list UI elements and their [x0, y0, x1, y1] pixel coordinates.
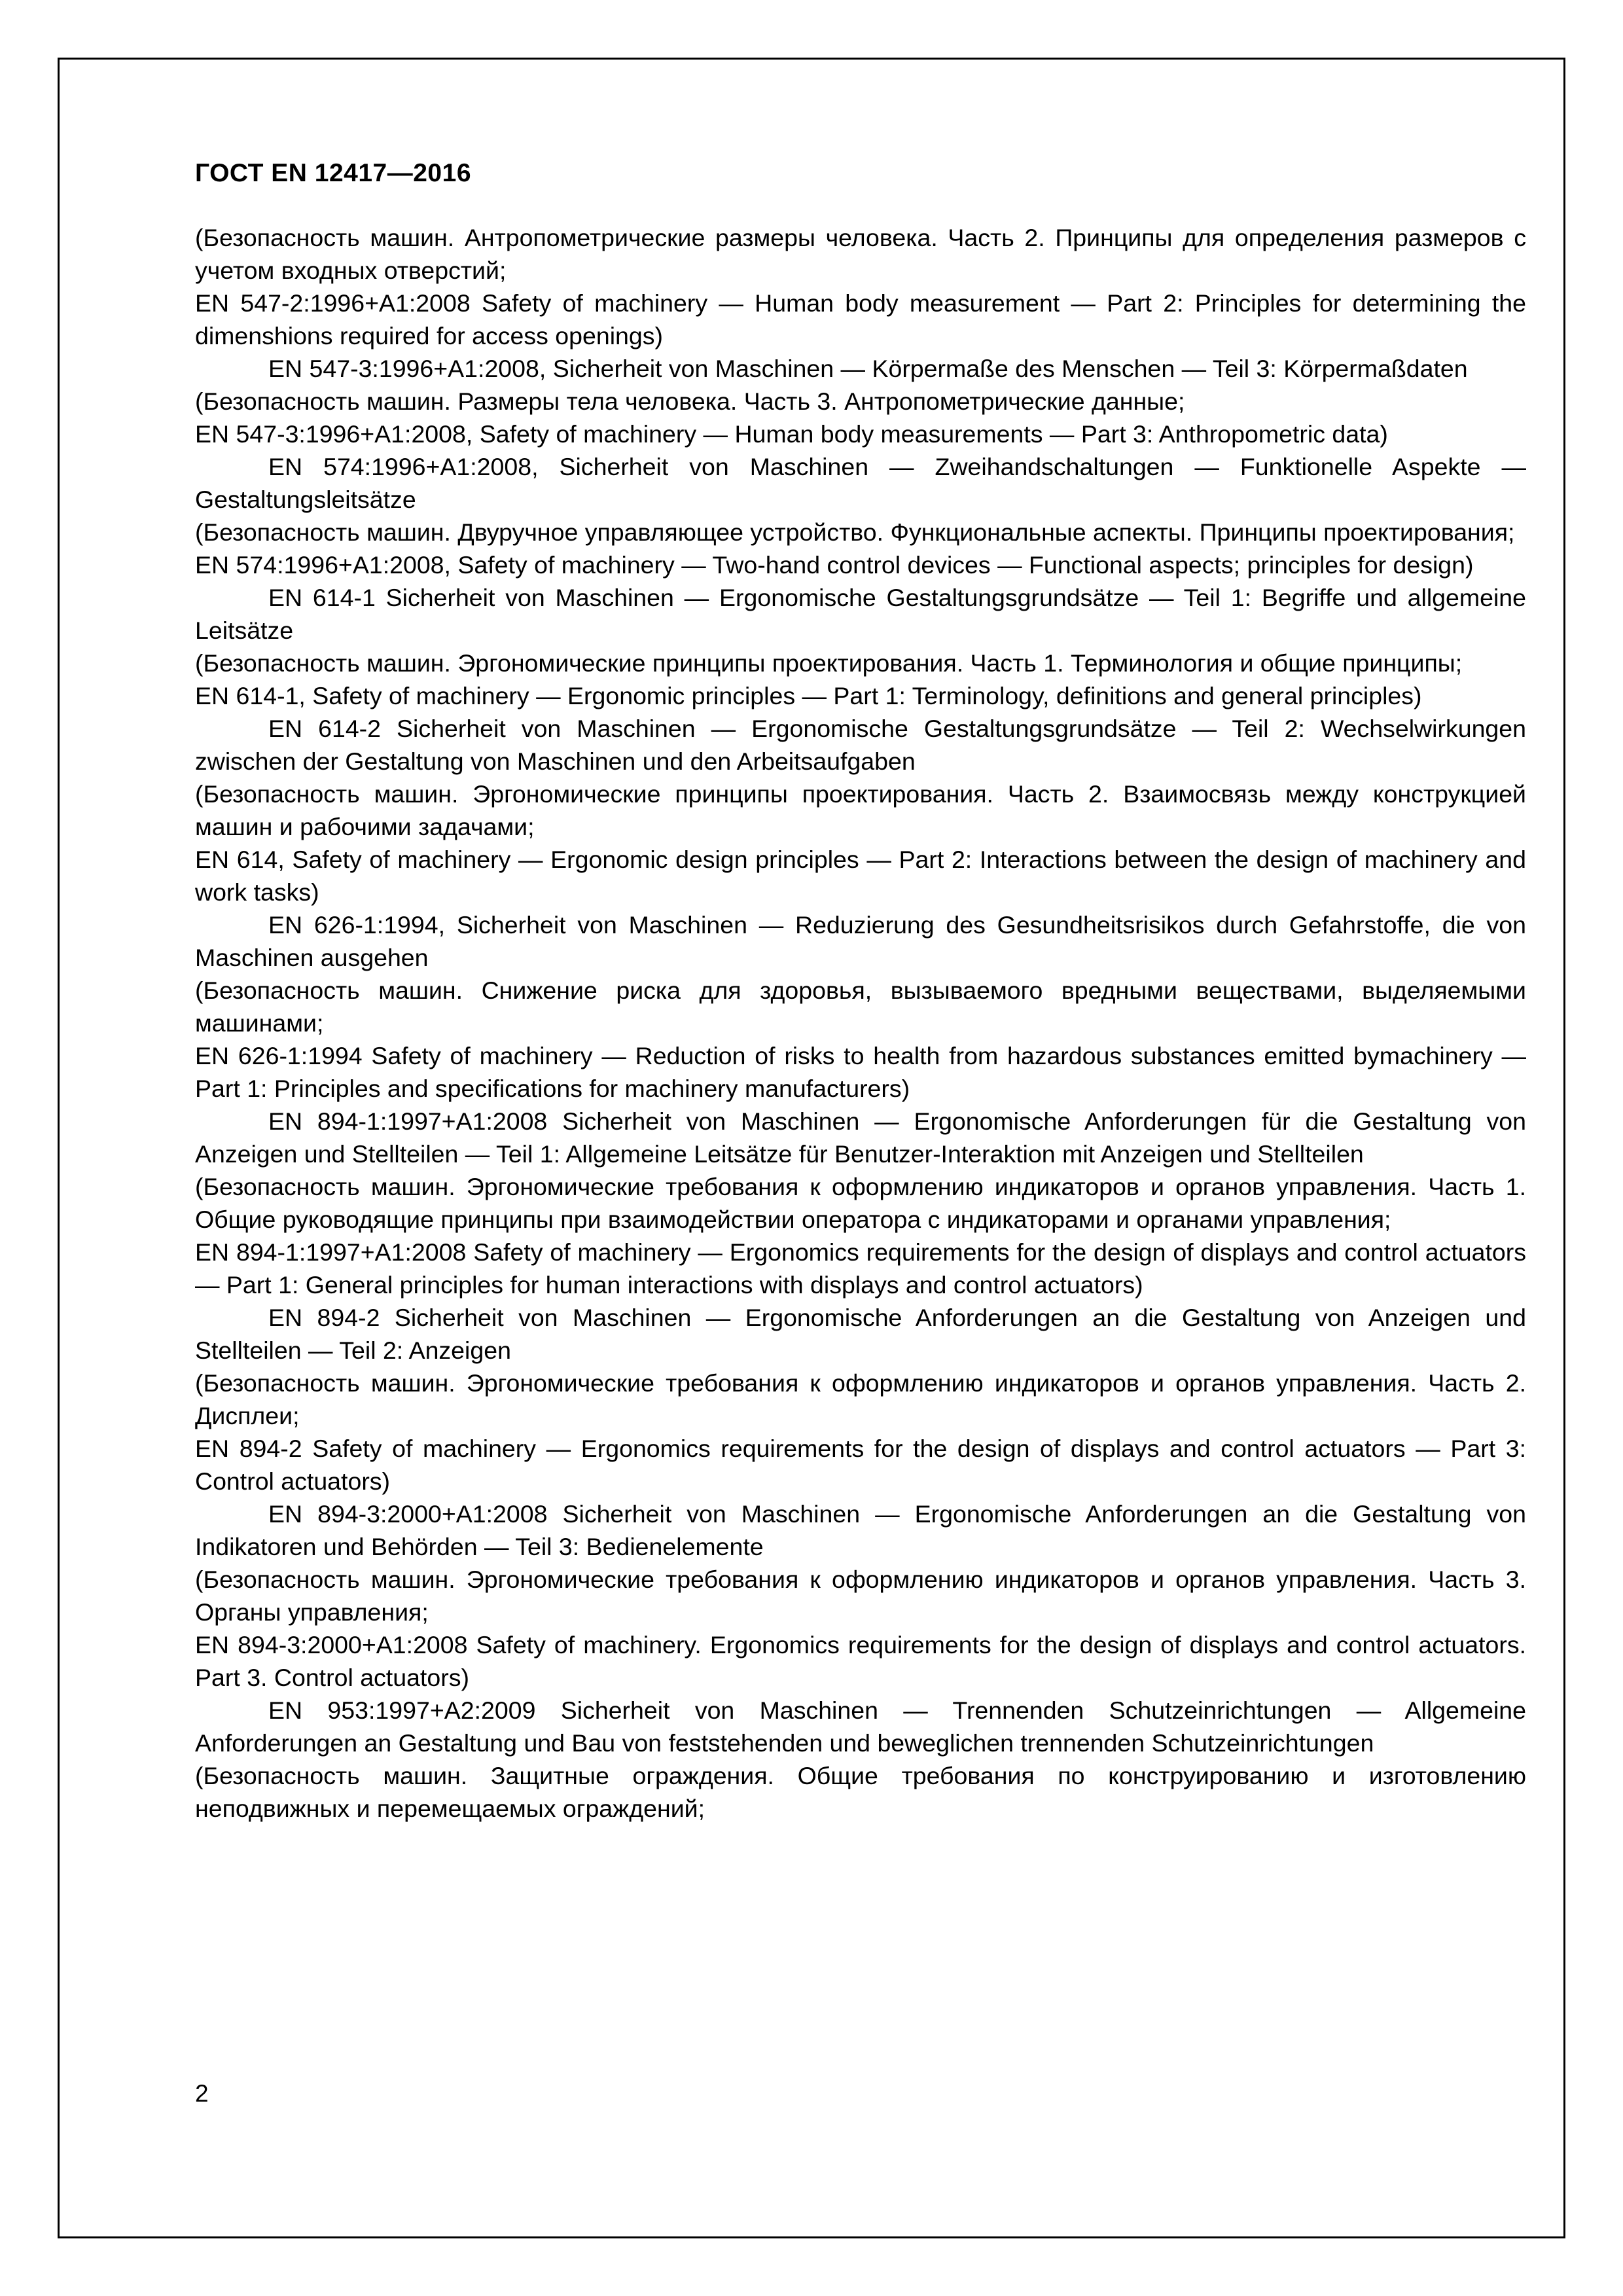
paragraph: EN 894-3:2000+A1:2008 Sicherheit von Maschinen — Ergonomische Anforderungen an die Gestaltung von Indikatoren und Behörden — Teil 3: Bedienelemente	[195, 1500, 1526, 1560]
paragraph: EN 574:1996+A1:2008, Sicherheit von Maschinen — Zweihandschaltungen — Funktionelle Aspekte — Gestaltungsleitsätze	[195, 453, 1526, 513]
paragraph: EN 894-2 Safety of machinery — Ergonomics requirements for the design of displays and control actuators — Part 3: Control actuators)	[195, 1435, 1526, 1495]
paragraph: (Безопасность машин. Эргономические принципы проектирования. Часть 1. Терминология и общие принципы;	[195, 649, 1463, 677]
paragraph: EN 614-2 Sicherheit von Maschinen — Ergonomische Gestaltungsgrundsätze — Teil 2: Wechselwirkungen zwischen der Gestaltung von Maschinen und den Arbeitsaufgaben	[195, 715, 1526, 775]
paragraph: EN 574:1996+A1:2008, Safety of machinery — Two-hand control devices — Functional aspects; principles for design)	[195, 551, 1474, 579]
paragraph: EN 626-1:1994 Safety of machinery — Reduction of risks to health from hazardous substances emitted bymachinery — Part 1: Principles and specifications for machinery manufacturers)	[195, 1042, 1526, 1102]
paragraph: (Безопасность машин. Эргономические требования к оформлению индикаторов и органов управления. Часть 2. Дисплеи;	[195, 1369, 1526, 1429]
paragraph: (Безопасность машин. Эргономические принципы проектирования. Часть 2. Взаимосвязь между конструкцией машин и рабочими задачами;	[195, 780, 1526, 840]
paragraph: (Безопасность машин. Двуручное управляющее устройство. Функциональные аспекты. Принципы проектирования;	[195, 518, 1515, 546]
paragraph: EN 547-3:1996+A1:2008, Sicherheit von Maschinen — Körpermaße des Menschen — Teil 3: Körpermaßdaten	[268, 355, 1468, 382]
paragraph: EN 626-1:1994, Sicherheit von Maschinen — Reduzierung des Gesundheitsrisikos durch Gefahrstoffe, die von Maschinen ausgehen	[195, 911, 1526, 971]
paragraph: EN 547-3:1996+A1:2008, Safety of machinery — Human body measurements — Part 3: Anthropometric data)	[195, 420, 1388, 448]
paragraph: EN 894-3:2000+A1:2008 Safety of machinery. Ergonomics requirements for the design of displays and control actuators. Part 3. Control actuators)	[195, 1631, 1526, 1691]
paragraph: EN 894-1:1997+A1:2008 Safety of machinery — Ergonomics requirements for the design of displays and control actuators — Part 1: General principles for human interactions with displays and control actuators)	[195, 1238, 1526, 1299]
paragraph: (Безопасность машин. Антропометрические размеры человека. Часть 2. Принципы для определения размеров с учетом входных отверстий;	[195, 224, 1526, 284]
paragraph: (Безопасность машин. Эргономические требования к оформлению индикаторов и органов управления. Часть 3. Органы управления;	[195, 1566, 1526, 1626]
page-number: 2	[195, 2080, 209, 2107]
document-body	[195, 221, 1526, 1825]
paragraph: EN 547-2:1996+A1:2008 Safety of machinery — Human body measurement — Part 2: Principles for determining the dimenshions required for access openings)	[195, 289, 1526, 350]
paragraph: EN 614, Safety of machinery — Ergonomic design principles — Part 2: Interactions between the design of machinery and work tasks)	[195, 846, 1526, 906]
paragraph: (Безопасность машин. Эргономические требования к оформлению индикаторов и органов управления. Часть 1. Общие руководящие принципы при взаимодействии оператора с индикаторами и органами управления;	[195, 1173, 1526, 1233]
paragraph: (Безопасность машин. Снижение риска для здоровья, вызываемого вредными веществами, выделяемыми машинами;	[195, 977, 1526, 1037]
paragraph: EN 894-2 Sicherheit von Maschinen — Ergonomische Anforderungen an die Gestaltung von Anzeigen und Stellteilen — Teil 2: Anzeigen	[195, 1304, 1526, 1364]
paragraph: EN 894-1:1997+A1:2008 Sicherheit von Maschinen — Ergonomische Anforderungen für die Gestaltung von Anzeigen und Stellteilen — Teil 1: Allgemeine Leitsätze für Benutzer-Interaktion mit Anzeigen und Stellteilen	[195, 1107, 1526, 1168]
document-header: ГОСТ EN 12417—2016	[195, 159, 472, 187]
paragraph: EN 614-1 Sicherheit von Maschinen — Ergonomische Gestaltungsgrundsätze — Teil 1: Begriffe und allgemeine Leitsätze	[195, 584, 1526, 644]
paragraph: EN 614-1, Safety of machinery — Ergonomic principles — Part 1: Terminology, definitions and general principles)	[195, 682, 1422, 709]
paragraph: EN 953:1997+A2:2009 Sicherheit von Maschinen — Trennenden Schutzeinrichtungen — Allgemeine Anforderungen an Gestaltung und Bau von feststehenden und beweglichen trennenden Schutzeinrichtungen	[195, 1696, 1526, 1757]
paragraph: (Безопасность машин. Размеры тела человека. Часть 3. Антропометрические данные;	[195, 387, 1185, 415]
paragraph: (Безопасность машин. Защитные ограждения. Общие требования по конструированию и изготовлению неподвижных и перемещаемых ограждений;	[195, 1762, 1526, 1822]
